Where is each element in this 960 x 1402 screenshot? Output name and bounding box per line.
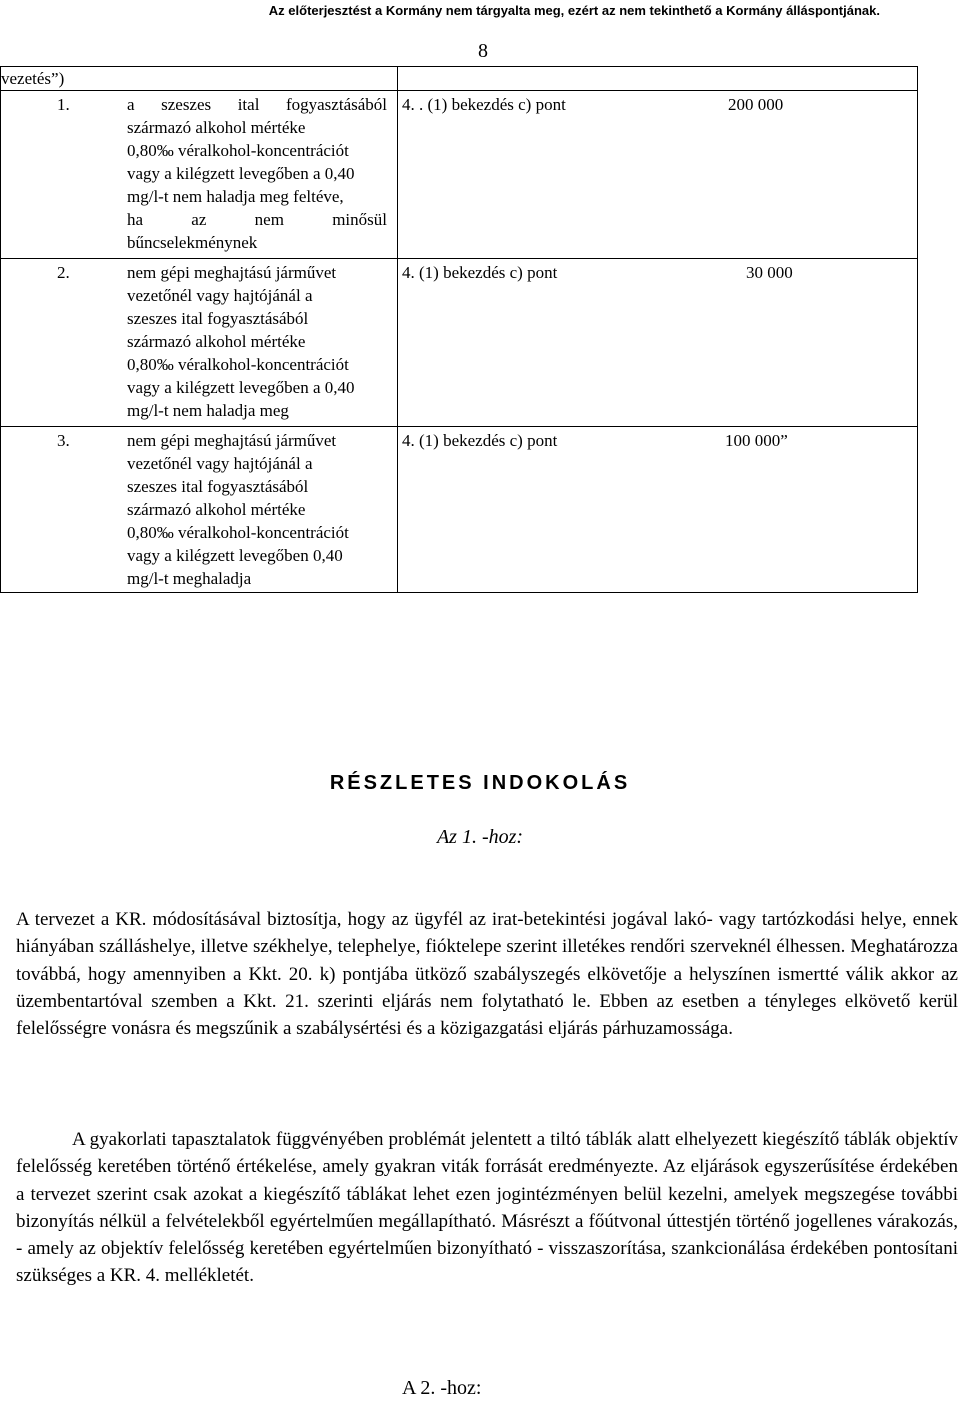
offence-cell bbox=[1, 259, 398, 427]
legal-ref: 4. . (1) bekezdés c) pont bbox=[402, 95, 566, 114]
section-title: RÉSZLETES INDOKOLÁS bbox=[329, 772, 631, 794]
legal-ref: 4. (1) bekezdés c) pont bbox=[402, 263, 558, 282]
subsection-heading-1: Az 1. -hoz: bbox=[436, 826, 524, 848]
ref-amount-cell bbox=[398, 259, 918, 427]
offence-text: a szeszes ital fogyasztásából származó alkohol mértéke 0,80‰ véralkohol-koncentrációt vagy a kilégzett levegőben a 0,40 mg/l-t nem haladja meg feltéve, ha az nem minősül bűncselekménynek bbox=[127, 95, 387, 252]
continuation-empty-cell bbox=[398, 67, 918, 91]
table-row bbox=[1, 91, 918, 259]
table-row bbox=[1, 259, 918, 427]
ref-amount-cell bbox=[398, 427, 918, 593]
paragraph-1: A tervezet a KR. módosításával biztosítja, hogy az ügyfél az irat-betekintési jogával lakó- vagy tartózkodási helye, ennek hiányában szálláshelye, illetve székhelye, telephelye, fióktelepe szerint illetékes rendőri szerveknél élhessen. Meghatározza továbbá, hogy amennyiben a Kkt. 20. k) pontjába ütköző szabályszegés elkövetője a helyszínen ismertté válik akkor az üzembentartóval szemben a Kkt. 21. szerinti eljárás nem folytatható le. Ebben az esetben a tényleges elkövető kerül felelősségre vonásra és megszűnik a szabálysértési és a közigazgatási eljárás párhuzamossága. bbox=[16, 909, 958, 1040]
table-continuation-row bbox=[1, 67, 918, 91]
fine-table bbox=[0, 66, 918, 593]
header-notice: Az előterjesztést a Kormány nem tárgyalta meg, ezért az nem tekinthető a Kormány álláspontjának. bbox=[268, 3, 880, 18]
offence-text: nem gépi meghajtású járművet vezetőnél vagy hajtójánál a szeszes ital fogyasztásából származó alkohol mértéke 0,80‰ véralkohol-koncentrációt vagy a kilégzett levegőben a 0,40 mg/l-t nem haladja meg bbox=[127, 263, 355, 420]
offence-text: nem gépi meghajtású járművet vezetőnél vagy hajtójánál a szeszes ital fogyasztásából származó alkohol mértéke 0,80‰ véralkohol-koncentrációt vagy a kilégzett levegőben 0,40 mg/l-t meghaladja bbox=[127, 431, 349, 588]
subsection-heading-2: A 2. -hoz: bbox=[402, 1377, 482, 1399]
fine-amount: 100 000” bbox=[725, 431, 788, 450]
page-number: 8 bbox=[478, 40, 488, 62]
row-number: 1. bbox=[57, 95, 70, 114]
fine-amount: 200 000 bbox=[728, 95, 784, 114]
offence-cell bbox=[1, 427, 398, 593]
row-number: 2. bbox=[57, 263, 70, 282]
row-number: 3. bbox=[57, 431, 70, 450]
offence-cell bbox=[1, 91, 398, 259]
continuation-cell: vezetés”) bbox=[1, 67, 398, 91]
table-row bbox=[1, 427, 918, 593]
legal-ref: 4. (1) bekezdés c) pont bbox=[402, 431, 558, 450]
fine-amount: 30 000 bbox=[746, 263, 793, 282]
paragraph-2: A gyakorlati tapasztalatok függvényében problémát jelentett a tiltó táblák alatt elhelyezett kiegészítő táblák objektív felelősség keretében történő értékelése, amely gyakran viták forrását eredményezte. Az eljárások egyszerűsítése érdekében a tervezet szerint csak azokat a kiegészítő táblákat lehet ezen jogintézményen belül kezelni, amelyek megszegése további bizonyítás nélkül a felvételekből egyértelműen megállapítható. Másrészt a főútvonal úttestjén történő jogellenes várakozás, - amely az objektív felelősség keretében egyértelműen bizonyítható - visszaszorítása, szankcionálása érdekében pontosítani szükséges a KR. 4. mellékletét. bbox=[16, 1129, 958, 1287]
ref-amount-cell bbox=[398, 91, 918, 259]
